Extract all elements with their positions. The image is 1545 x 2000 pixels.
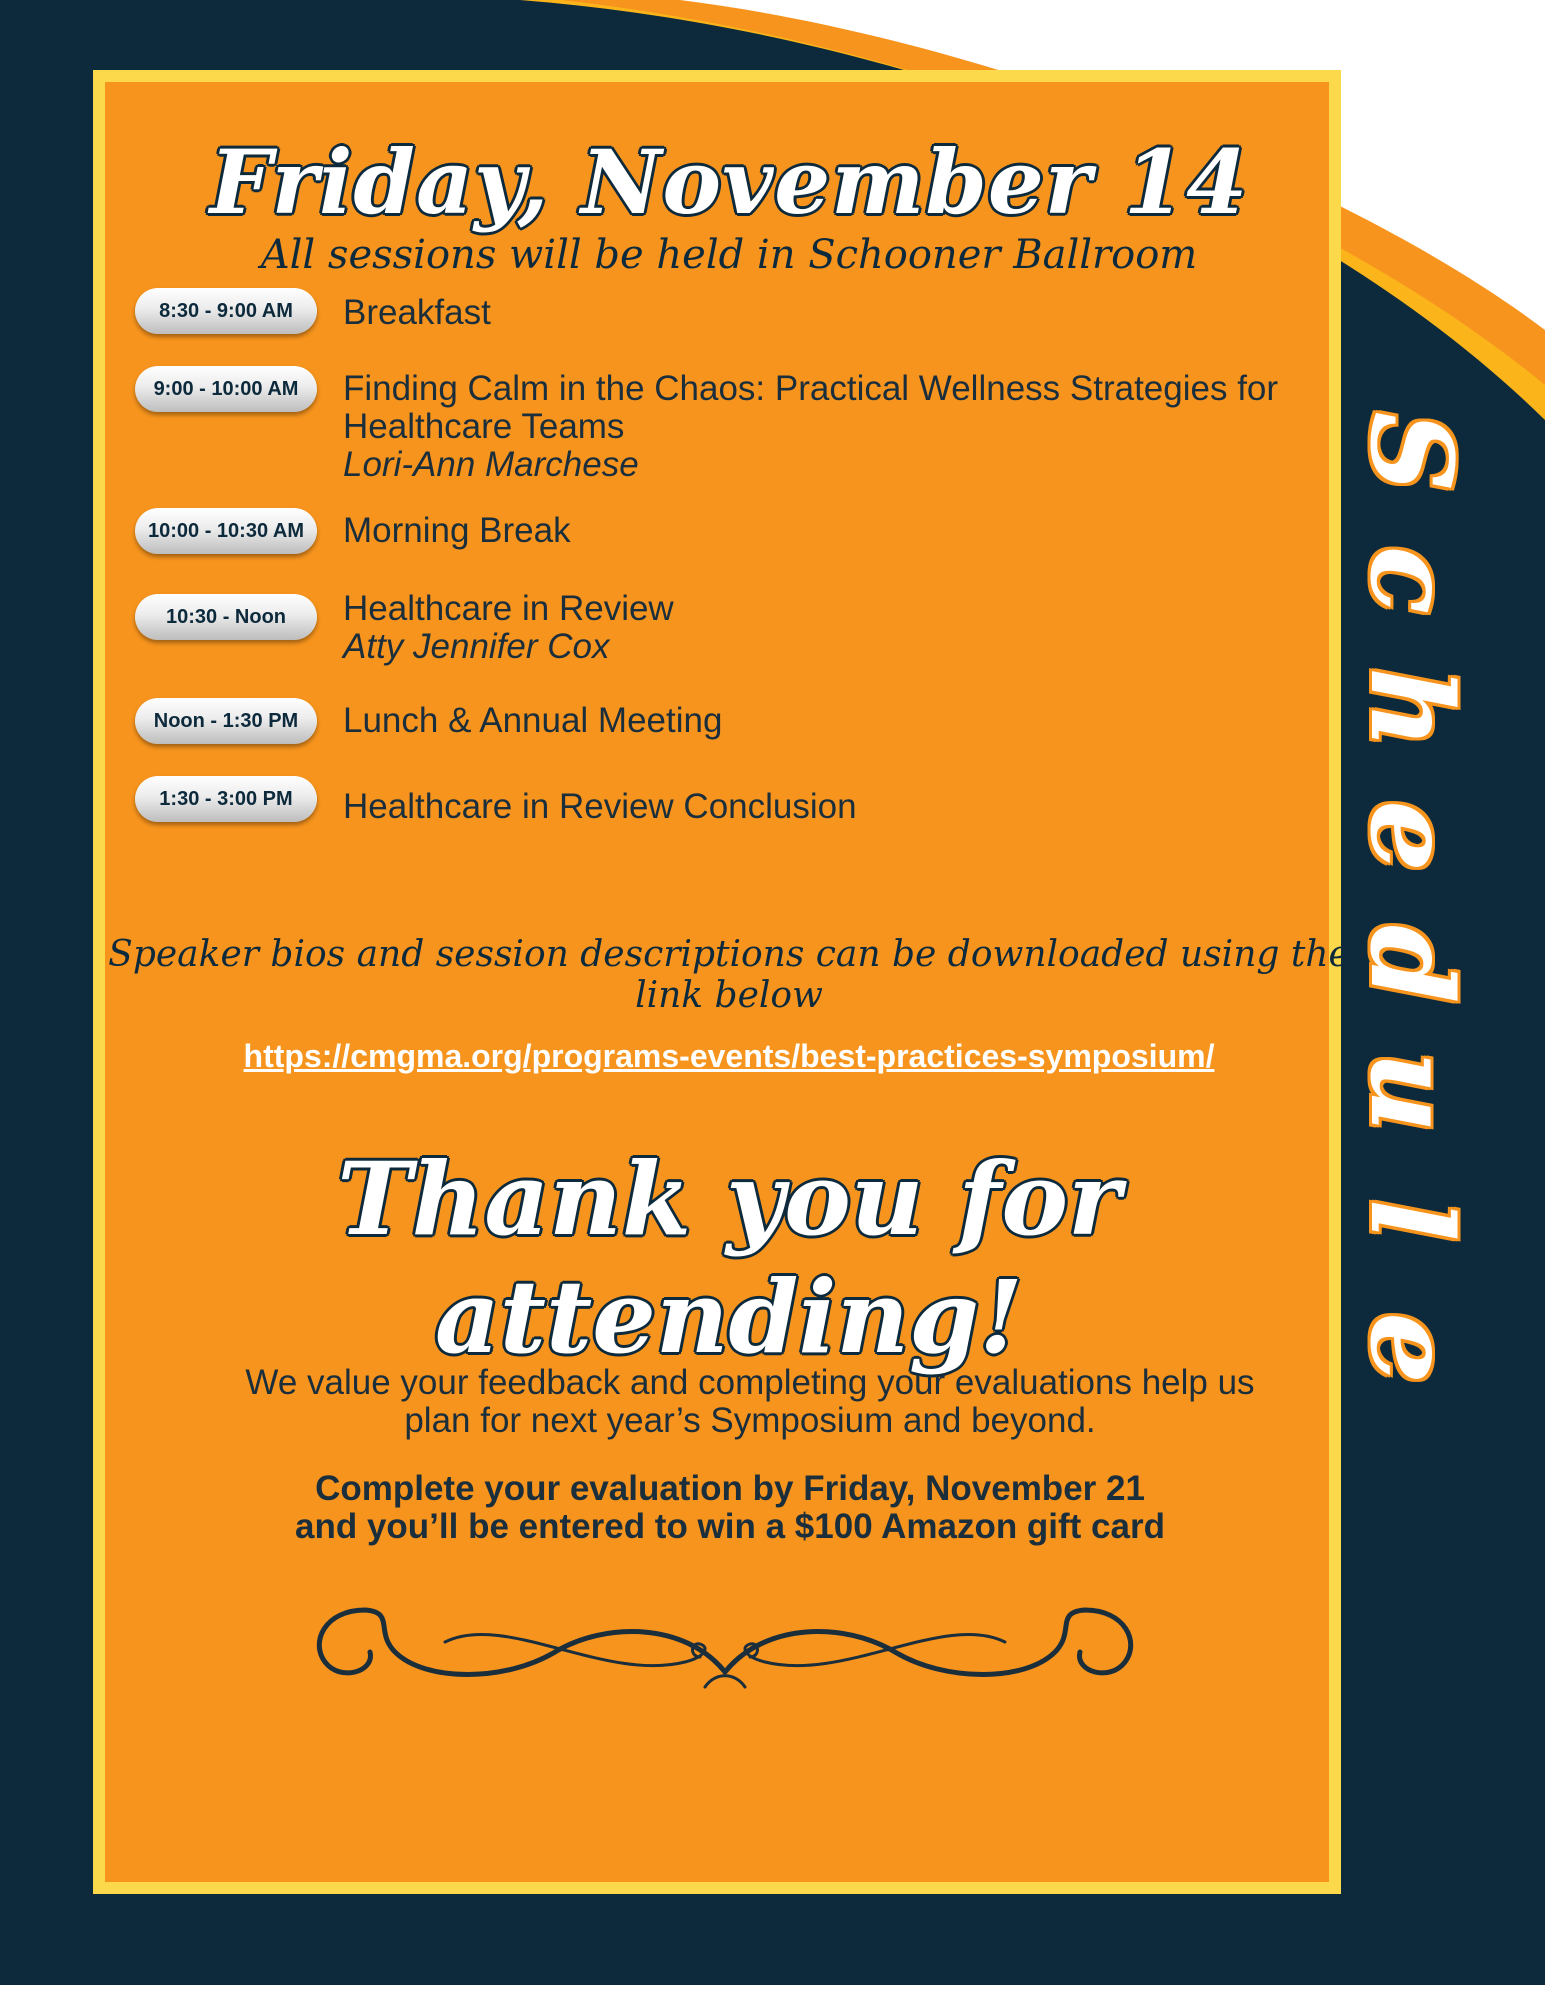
- evaluation-callout: [165, 1470, 1295, 1546]
- schedule-vertical-title: [1345, 388, 1475, 1412]
- session-text: [343, 294, 1303, 332]
- schedule-letter: d: [1345, 924, 1476, 1004]
- session-speaker: Atty Jennifer Cox: [343, 627, 610, 666]
- thanks-heading: Thank you for attending!: [337, 1140, 1121, 1376]
- time-pill: 10:00 - 10:30 AM: [135, 508, 317, 554]
- flourish-ornament: [305, 1602, 1145, 1702]
- session-title: Finding Calm in the Chaos: Practical Wellness Strategies for Healthcare Teams: [343, 369, 1279, 446]
- schedule-letter: e: [1345, 800, 1476, 872]
- session-title: Healthcare in Review Conclusion: [343, 787, 857, 826]
- feedback-line: plan for next year’s Symposium and beyond.: [404, 1401, 1096, 1440]
- feedback-text: [205, 1364, 1295, 1440]
- session-text: [343, 512, 1303, 550]
- location-note: All sessions will be held in Schooner Ballroom: [260, 232, 1198, 278]
- time-pill: 10:30 - Noon: [135, 594, 317, 640]
- session-title: Lunch & Annual Meeting: [343, 701, 723, 740]
- session-text: [343, 370, 1303, 484]
- schedule-letter: l: [1345, 1198, 1476, 1242]
- schedule-letter: c: [1345, 545, 1476, 615]
- session-text: [343, 788, 1303, 826]
- time-pill: Noon - 1:30 PM: [135, 698, 317, 744]
- session-text: [343, 590, 1303, 666]
- symposium-link[interactable]: https://cmgma.org/programs-events/best-practices-symposium/: [243, 1038, 1215, 1074]
- session-title: Morning Break: [343, 511, 571, 550]
- day-title: Friday, November 14: [209, 130, 1249, 234]
- schedule-letter: u: [1345, 1051, 1476, 1133]
- time-pill: 1:30 - 3:00 PM: [135, 776, 317, 822]
- feedback-line: We value your feedback and completing your evaluations help us: [245, 1363, 1255, 1402]
- schedule-letter: h: [1345, 667, 1476, 749]
- evaluation-line: Complete your evaluation by Friday, November 21: [315, 1469, 1145, 1508]
- schedule-letter: S: [1345, 411, 1476, 493]
- resources-note: Speaker bios and session descriptions can be downloaded using the link below: [108, 934, 1350, 1016]
- schedule-card: [93, 70, 1350, 1894]
- session-title: Healthcare in Review: [343, 589, 674, 628]
- session-title: Breakfast: [343, 293, 491, 332]
- session-speaker: Lori-Ann Marchese: [343, 445, 639, 484]
- schedule-letter: e: [1345, 1312, 1476, 1384]
- time-pill: 8:30 - 9:00 AM: [135, 288, 317, 334]
- session-text: [343, 702, 1303, 740]
- evaluation-line: and you’ll be entered to win a $100 Amazon gift card: [295, 1507, 1165, 1546]
- time-pill: 9:00 - 10:00 AM: [135, 366, 317, 412]
